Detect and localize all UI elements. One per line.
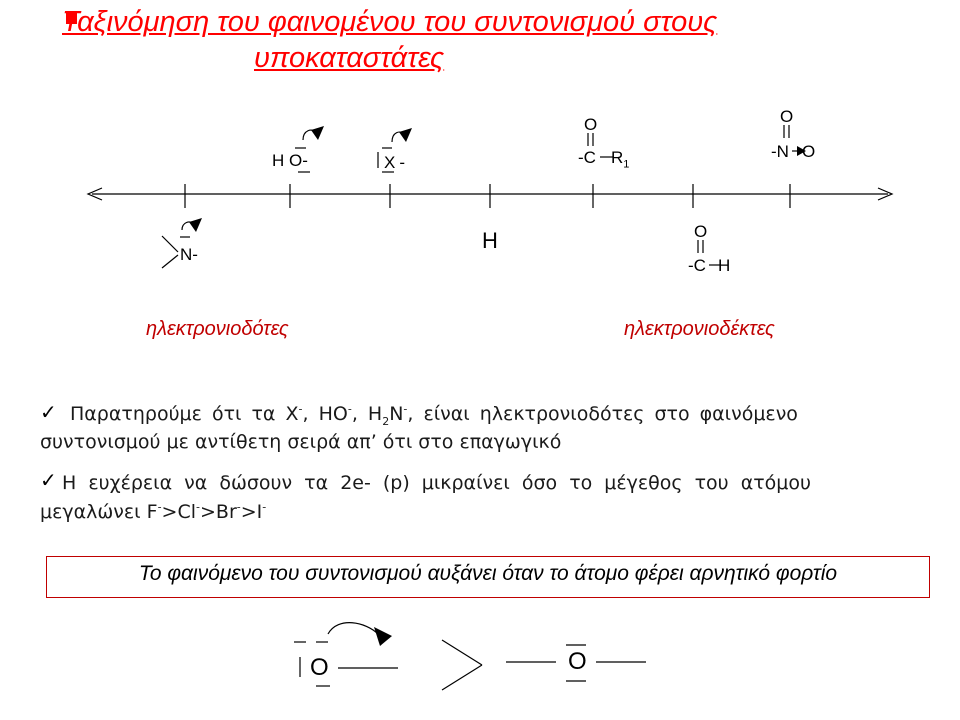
formyl-oxygen: O: [694, 222, 708, 241]
conclusion-text: Το φαινόμενο του συντονισμού αυξάνει όταν το άτομο φέρει αρνητικό φορτίο: [138, 562, 838, 585]
acyl-carbon: -C: [578, 148, 596, 167]
bullet-2-line-1: Η ευχέρεια να δώσουν τα 2e- (p) μικραίνει όσο το μέγεθος του ατόμου: [62, 472, 812, 494]
checkmark-icon: ✓: [40, 400, 57, 424]
checkmark-icon: ✓: [40, 468, 57, 492]
amine-arrow-icon: [189, 218, 202, 232]
donors-label: ηλεκτρονιοδότες: [146, 318, 289, 340]
bottom-oxygen-right: O: [568, 648, 587, 675]
nitro-oxygen-right: O: [802, 142, 816, 161]
bullet-1-line-1: Παρατηρούμε ότι τα X-, HO-, $H_2N^-$, είναι ηλεκτρονιοδότες στο φαινόμενο: [70, 402, 798, 428]
nitro-nitrogen: -N: [771, 142, 789, 161]
bullet-1-line-2: συντονισμού με αντίθετη σειρά απ’ ότι στο επαγωγικό: [40, 431, 562, 453]
nitro-oxygen-top: O: [780, 107, 794, 126]
hydrogen-reference: H: [482, 228, 498, 253]
bullet-2-line-2: μεγαλώνει F->Cl->Br->I-: [40, 500, 267, 523]
bottom-resonance-structures: [294, 623, 646, 690]
bottom-arrow-icon: [374, 627, 392, 646]
acyl-oxygen: O: [584, 115, 598, 134]
amine-label: N-: [180, 245, 198, 264]
acyl-r-group: $R_1$: [611, 148, 630, 171]
hydroxide-arrow-icon: [311, 126, 324, 140]
bottom-oxygen-left: O: [310, 654, 329, 681]
scale-ticks: [185, 184, 790, 208]
hydroxide-label: H O-: [272, 151, 308, 170]
acceptors-label: ηλεκτρονιοδέκτες: [624, 318, 775, 340]
halide-label: X -: [384, 153, 406, 172]
title-line-1: Ταξινόμηση του φαινομένου του συντονισμού στους: [62, 6, 718, 38]
halide-arrow-icon: [399, 128, 412, 142]
formyl-carbon: -C: [688, 256, 706, 275]
title-line-2: υποκαταστάτες: [254, 42, 445, 74]
formyl-hydrogen: H: [718, 256, 731, 275]
